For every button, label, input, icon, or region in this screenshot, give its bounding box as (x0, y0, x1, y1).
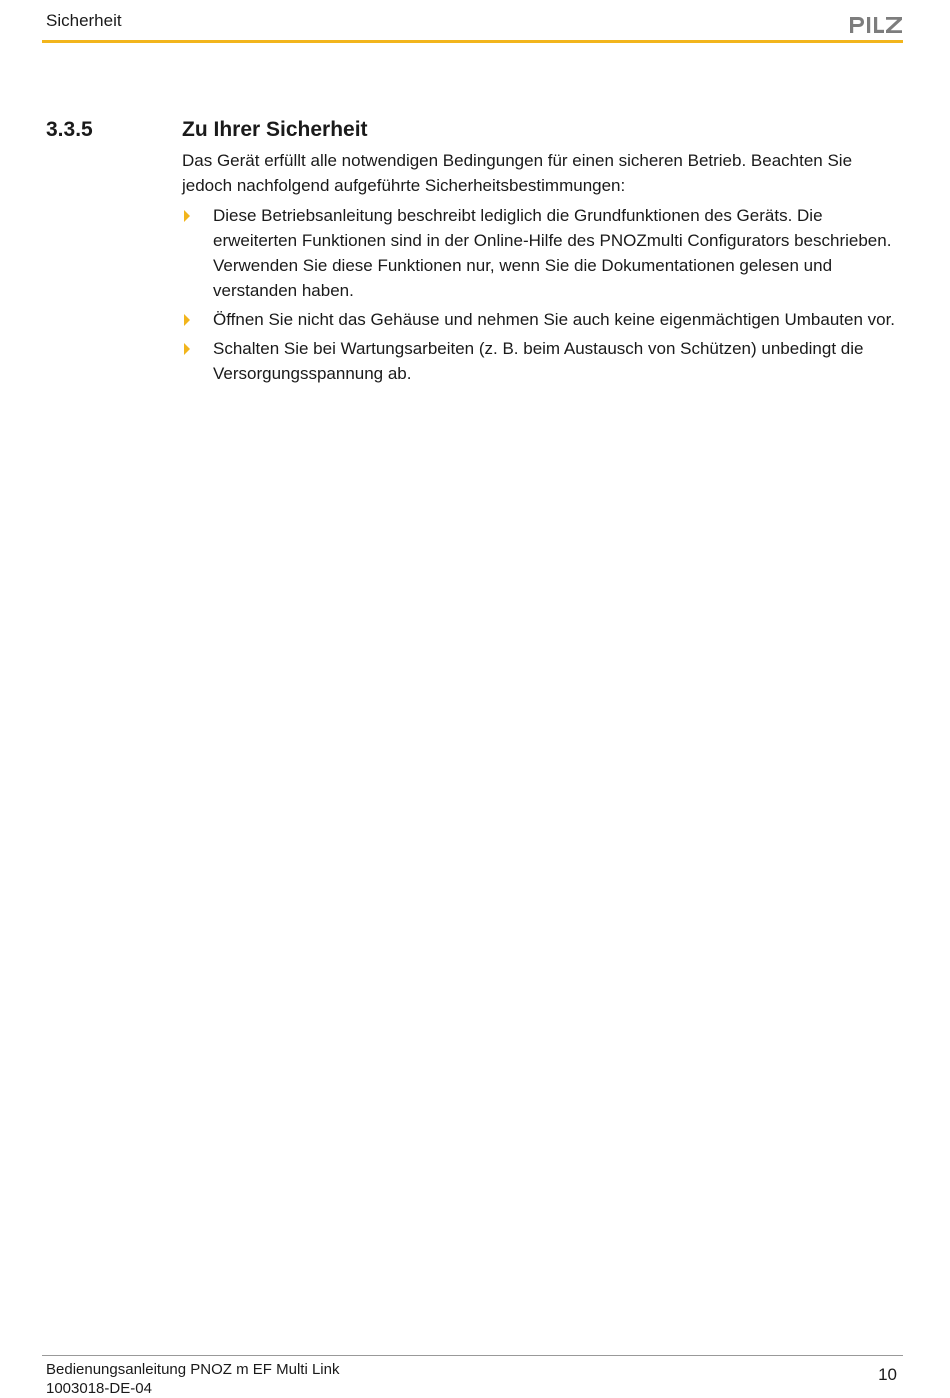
pilz-logo (850, 15, 902, 35)
footer-document-title: Bedienungsanleitung PNOZ m EF Multi Link (46, 1361, 340, 1378)
header-rule (42, 40, 903, 43)
triangle-bullet-icon (184, 210, 190, 222)
header-section-title: Sicherheit (46, 11, 122, 30)
bullet-item (182, 307, 903, 332)
section-number: 3.3.5 (46, 118, 93, 141)
bullet-text: Diese Betriebsanleitung beschreibt lediglich die Grundfunktionen des Geräts. Die erweiterten Funktionen sind in der Online-Hilfe des PNOZmulti Configurators beschrieben. Verwenden Sie diese Funktionen nur, wenn Sie die Dokumentationen gelesen und verstanden haben. (213, 206, 892, 300)
triangle-bullet-icon (184, 343, 190, 355)
intro-paragraph: Das Gerät erfüllt alle notwendigen Bedingungen für einen sicheren Betrieb. Beachten Sie jedoch nachfolgend aufgeführte Sicherheitsbestimmungen: (182, 151, 853, 195)
footer-rule (42, 1355, 903, 1356)
triangle-bullet-icon (184, 314, 190, 326)
safety-bullet-list (182, 203, 903, 390)
bullet-text: Schalten Sie bei Wartungsarbeiten (z. B. beim Austausch von Schützen) unbedingt die Versorgungsspannung ab. (213, 339, 864, 383)
section-title: Zu Ihrer Sicherheit (182, 118, 368, 141)
footer-document-number: 1003018-DE-04 (46, 1380, 152, 1397)
bullet-text: Öffnen Sie nicht das Gehäuse und nehmen Sie auch keine eigenmächtigen Umbauten vor. (213, 310, 896, 329)
page-number: 10 (878, 1365, 897, 1384)
bullet-item (182, 336, 903, 386)
bullet-item (182, 203, 903, 303)
